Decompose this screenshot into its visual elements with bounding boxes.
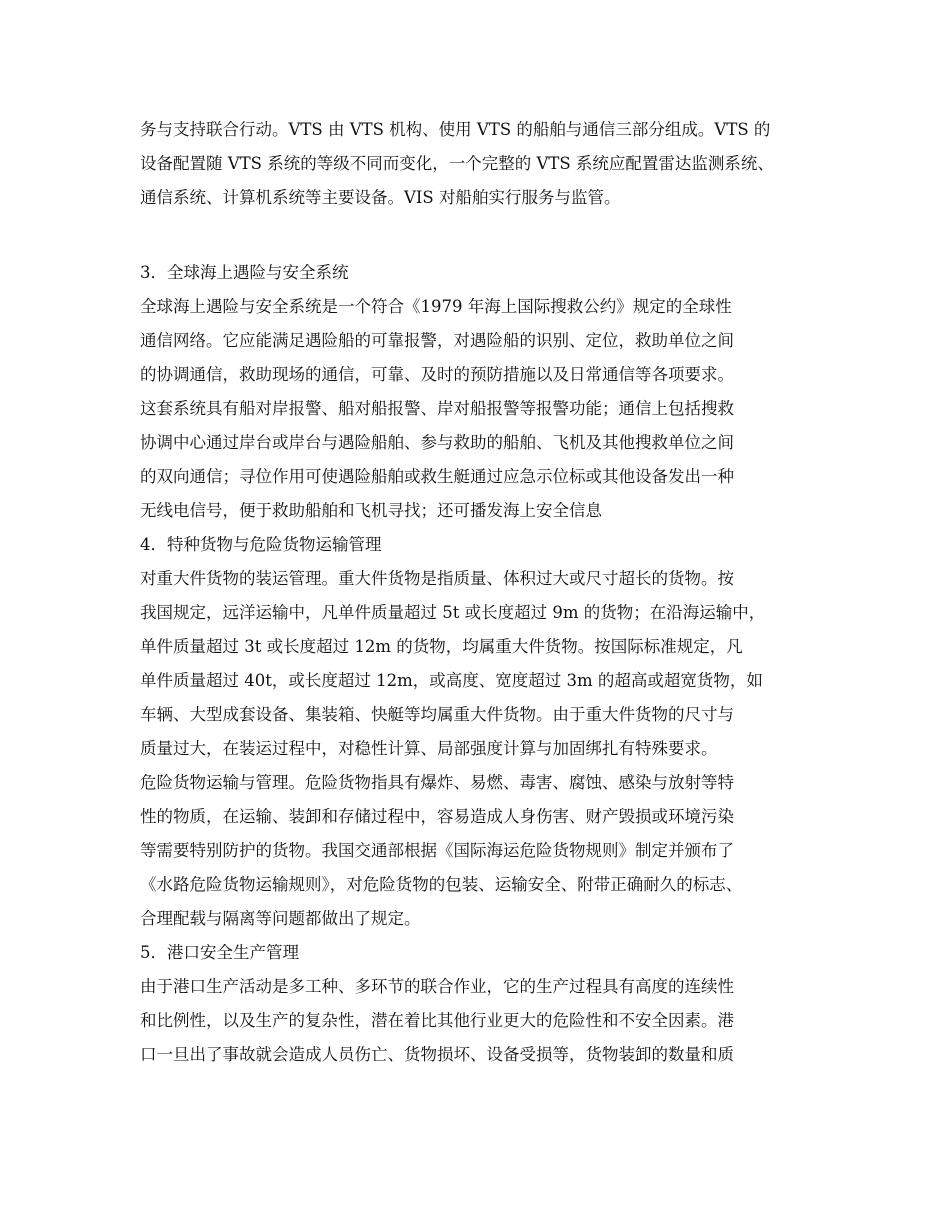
text-line: 性的物质，在运输、装卸和存储过程中，容易造成人身伤害、财产毁损或环境污染	[140, 807, 734, 826]
text-line: 我国规定，远洋运输中，凡单件质量超过 5t 或长度超过 9m 的货物；在沿海运输中，	[140, 603, 766, 622]
section-heading-special-cargo: 4．特种货物与危险货物运输管理	[140, 535, 382, 554]
paragraph-vts	[140, 113, 830, 215]
text-line: 由于港口生产活动是多工种、多环节的联合作业，它的生产过程具有高度的连续性	[140, 977, 734, 996]
text-line: 单件质量超过 40t，或长度超过 12m，或高度、宽度超过 3m 的超高或超宽货物，如	[140, 671, 763, 690]
text-line: 的双向通信；寻位作用可使遇险船舶或救生艇通过应急示位标或其他设备发出一种	[140, 467, 734, 486]
text-line: 通信网络。它应能满足遇险船的可靠报警，对遇险船的识别、定位，救助单位之间	[140, 331, 734, 350]
text-line: 单件质量超过 3t 或长度超过 12m 的货物，均属重大件货物。按国际标准规定，凡	[140, 637, 743, 656]
text-line: 无线电信号，便于救助船舶和飞机寻找；还可播发海上安全信息	[140, 501, 602, 520]
text-line: 通信系统、计算机系统等主要设备。VIS 对船舶实行服务与监管。	[140, 188, 621, 207]
document-body	[140, 256, 830, 1072]
text-line: 等需要特别防护的货物。我国交通部根据《国际海运危险货物规则》制定并颁布了	[140, 841, 734, 860]
text-line: 和比例性，以及生产的复杂性，潜在着比其他行业更大的危险性和不安全因素。港	[140, 1011, 734, 1030]
text-line: 合理配载与隔离等问题都做出了规定。	[140, 909, 421, 928]
section-heading-gmdss: 3．全球海上遇险与安全系统	[140, 263, 349, 282]
text-line: 这套系统具有船对岸报警、船对船报警、岸对船报警等报警功能；通信上包括搜救	[140, 399, 734, 418]
text-line: 危险货物运输与管理。危险货物指具有爆炸、易燃、毒害、腐蚀、感染与放射等特	[140, 773, 734, 792]
text-line: 的协调通信，救助现场的通信，可靠、及时的预防措施以及日常通信等各项要求。	[140, 365, 734, 384]
text-line: 务与支持联合行动。VTS 由 VTS 机构、使用 VTS 的船舶与通信三部分组成。VTS 的	[140, 120, 771, 139]
text-line: 全球海上遇险与安全系统是一个符合《1979 年海上国际搜救公约》规定的全球性	[140, 297, 732, 316]
text-line: 口一旦出了事故就会造成人员伤亡、货物损坏、设备受损等，货物装卸的数量和质	[140, 1045, 734, 1064]
text-line: 车辆、大型成套设备、集装箱、快艇等均属重大件货物。由于重大件货物的尺寸与	[140, 705, 734, 724]
text-line: 协调中心通过岸台或岸台与遇险船舶、参与救助的船舶、飞机及其他搜救单位之间	[140, 433, 734, 452]
text-line: 《水路危险货物运输规则》，对危险货物的包装、运输安全、附带正确耐久的标志、	[140, 875, 743, 894]
section-heading-port-safety: 5．港口安全生产管理	[140, 943, 299, 962]
text-line: 设备配置随 VTS 系统的等级不同而变化，一个完整的 VTS 系统应配置雷达监测系统、	[140, 154, 774, 173]
text-line: 对重大件货物的装运管理。重大件货物是指质量、体积过大或尺寸超长的货物。按	[140, 569, 734, 588]
text-line: 质量过大，在装运过程中，对稳性计算、局部强度计算与加固绑扎有特殊要求。	[140, 739, 718, 758]
